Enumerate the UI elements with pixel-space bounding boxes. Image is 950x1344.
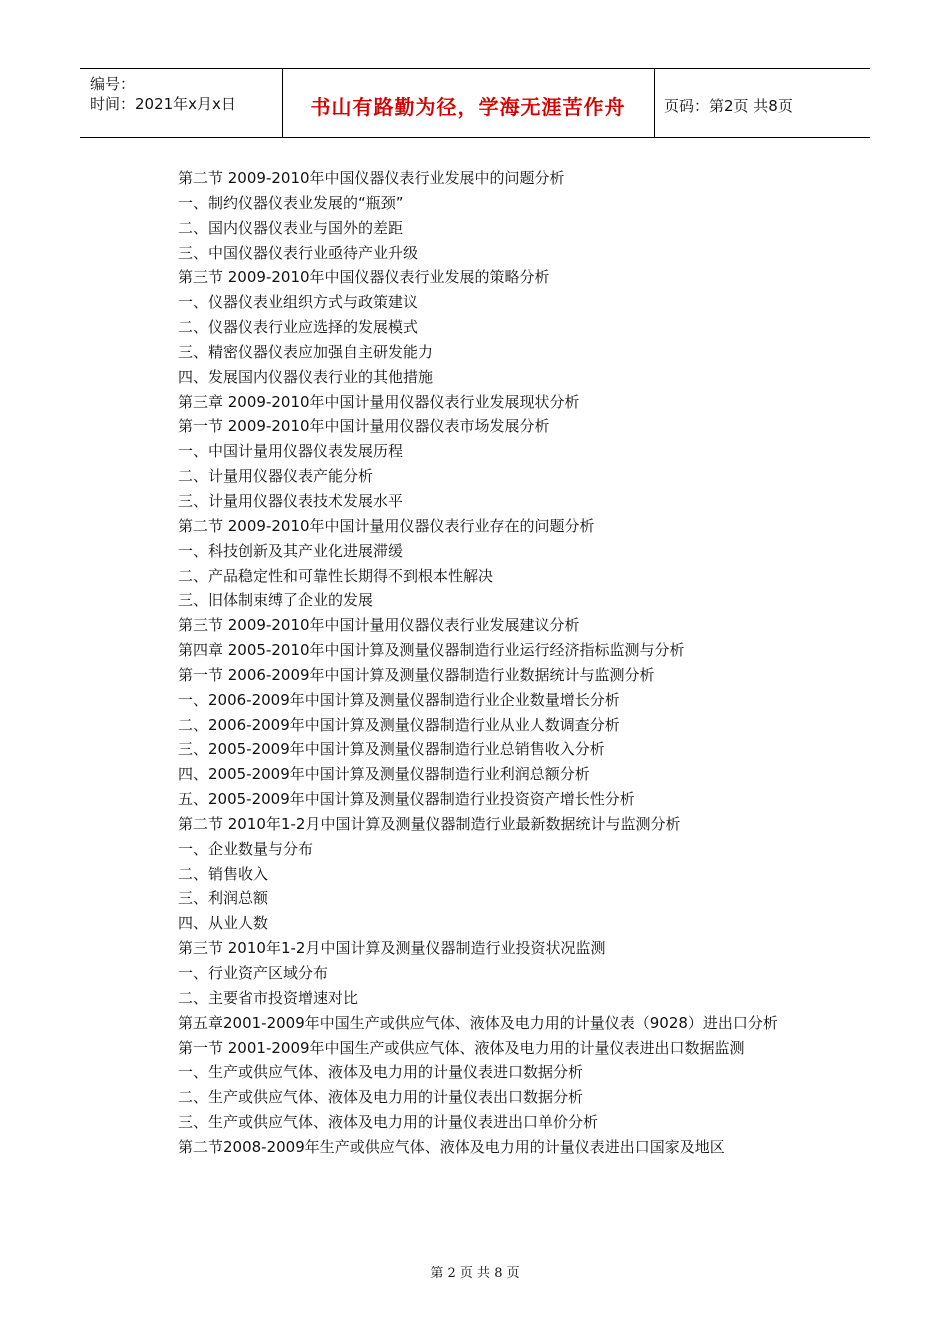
toc-entry: 一、仪器仪表业组织方式与政策建议 (178, 293, 419, 312)
toc-entry: 三、计量用仪器仪表技术发展水平 (178, 491, 404, 510)
toc-entry: 三、旧体制束缚了企业的发展 (178, 591, 374, 610)
toc-entry: 二、产品稳定性和可靠性长期得不到根本性解决 (178, 566, 494, 585)
toc-entry: 第五章2001-2009年中国生产或供应气体、液体及电力用的计量仪表（9028）进出口分析 (178, 1013, 778, 1032)
toc-entry: 三、中国仪器仪表行业亟待产业升级 (178, 243, 419, 262)
toc-entry: 第二节 2009-2010年中国计量用仪器仪表行业存在的问题分析 (178, 516, 595, 535)
toc-entry: 三、生产或供应气体、液体及电力用的计量仪表进出口单价分析 (178, 1113, 599, 1132)
toc-entry: 四、从业人数 (178, 914, 269, 933)
table-of-contents (143, 166, 823, 1160)
document-date: 时间：2021年x月x日 (90, 95, 236, 113)
toc-entry: 二、主要省市投资增速对比 (178, 988, 359, 1007)
toc-entry: 三、精密仪器仪表应加强自主研发能力 (178, 342, 434, 361)
header-divider (654, 69, 655, 137)
toc-entry: 第三节 2009-2010年中国仪器仪表行业发展的策略分析 (178, 268, 550, 287)
toc-entry: 第三节 2010年1-2月中国计算及测量仪器制造行业投资状况监测 (178, 939, 606, 958)
toc-entry: 三、2005-2009年中国计算及测量仪器制造行业总销售收入分析 (178, 740, 605, 759)
toc-entry: 四、发展国内仪器仪表行业的其他措施 (178, 367, 434, 386)
toc-entry: 三、利润总额 (178, 889, 269, 908)
toc-entry: 一、科技创新及其产业化进展滞缓 (178, 541, 404, 560)
toc-entry: 五、2005-2009年中国计算及测量仪器制造行业投资资产增长性分析 (178, 790, 635, 809)
toc-entry: 二、国内仪器仪表业与国外的差距 (178, 218, 404, 237)
toc-entry: 第二节 2009-2010年中国仪器仪表行业发展中的问题分析 (178, 169, 565, 187)
toc-entry: 第二节 2010年1-2月中国计算及测量仪器制造行业最新数据统计与监测分析 (178, 814, 681, 833)
toc-entry: 一、企业数量与分布 (178, 839, 314, 858)
document-number-label: 编号： (90, 75, 136, 93)
page-footer: 第 2 页 共 8 页 (430, 1266, 520, 1281)
toc-entry: 四、2005-2009年中国计算及测量仪器制造行业利润总额分析 (178, 765, 590, 784)
header-page-info: 页码：第2页 共8页 (664, 97, 793, 115)
toc-entry: 二、生产或供应气体、液体及电力用的计量仪表出口数据分析 (178, 1088, 584, 1107)
toc-entry: 第一节 2006-2009年中国计算及测量仪器制造行业数据统计与监测分析 (178, 665, 655, 684)
page-header (80, 68, 870, 138)
header-motto: 书山有路勤为径，学海无涯苦作舟 (310, 95, 626, 119)
toc-entry: 第一节 2001-2009年中国生产或供应气体、液体及电力用的计量仪表进出口数据监测 (178, 1038, 745, 1057)
toc-entry: 一、制约仪器仪表业发展的“瓶颈” (178, 193, 404, 212)
toc-entry: 第四章 2005-2010年中国计算及测量仪器制造行业运行经济指标监测与分析 (178, 641, 685, 660)
toc-entry: 二、仪器仪表行业应选择的发展模式 (178, 318, 419, 337)
toc-entry: 一、行业资产区域分布 (178, 964, 329, 982)
toc-entry: 第二节2008-2009年生产或供应气体、液体及电力用的计量仪表进出口国家及地区 (178, 1137, 725, 1156)
toc-entry: 一、中国计量用仪器仪表发展历程 (178, 442, 404, 461)
toc-entry: 一、生产或供应气体、液体及电力用的计量仪表进口数据分析 (178, 1063, 584, 1082)
toc-entry: 二、2006-2009年中国计算及测量仪器制造行业从业人数调查分析 (178, 715, 620, 734)
toc-entry: 第三章 2009-2010年中国计量用仪器仪表行业发展现状分析 (178, 392, 580, 411)
toc-entry: 一、2006-2009年中国计算及测量仪器制造行业企业数量增长分析 (178, 690, 620, 709)
toc-entry: 第三节 2009-2010年中国计量用仪器仪表行业发展建议分析 (178, 616, 580, 635)
toc-entry: 二、销售收入 (178, 864, 269, 883)
toc-entry: 二、计量用仪器仪表产能分析 (178, 467, 374, 486)
toc-entry: 第一节 2009-2010年中国计量用仪器仪表市场发展分析 (178, 417, 550, 436)
